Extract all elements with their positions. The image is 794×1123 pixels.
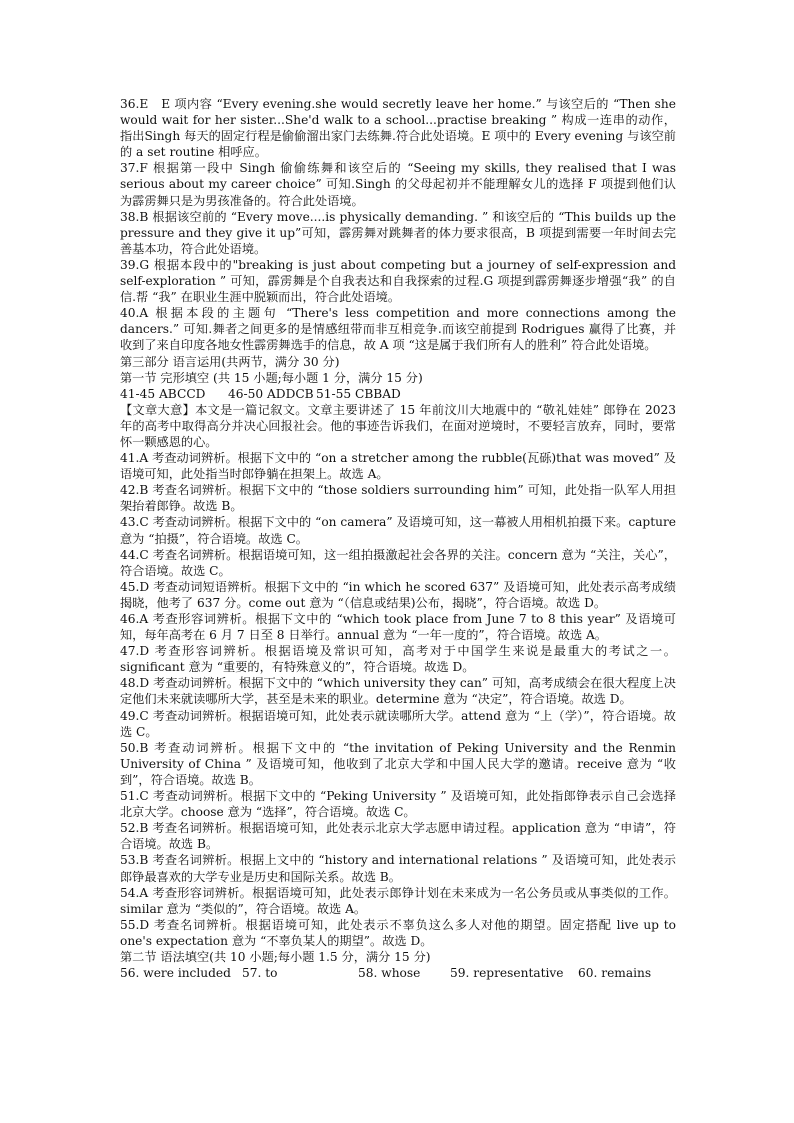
answer-40: 40.A 根据本段的主题句 “There's less competition and more connections among the dancers.” 可知.舞者之间更多的是情感纽带而非互相竞争.而该空前提到 Rodrigues 赢得了比赛，并收到了来自印度各地女性霹雳舞选手的信息，故 A 项 “这是属于我们所有人的胜利” 符合此处语境。 — [120, 306, 676, 353]
article-summary: 【文章大意】本文是一篇记叙文。文章主要讲述了 15 年前汶川大地震中的 “敬礼娃娃” 郎铮在 2023 年的高考中取得高分并决心回报社会。他的事迹告诉我们，在面对逆境时，不要轻言放弃，同时，要常怀一颗感恩的心。 — [120, 402, 676, 449]
grammar-answer-58: 58. whose — [358, 966, 421, 981]
explanation-55: 55.D 考查名词辨析。根据语境可知，此处表示不辜负这么多人对他的期望。固定搭配 live up to one's expectation 意为 “不辜负某人的期望”。故选 D。 — [120, 917, 676, 948]
explanation-47: 47.D 考查形容词辨析。根据语境及常识可知，高考对于中国学生来说是最重大的考试之一。significant 意为 “重要的，有特殊意义的”，符合语境。故选 D。 — [120, 644, 676, 675]
explanation-41: 41.A 考查动词辨析。根据下文中的 “on a stretcher among the rubble(瓦砾)that was moved” 及语境可知，此处指当时郎铮躺在担架上。故选 A。 — [120, 451, 676, 482]
explanation-43: 43.C 考查动词辨析。根据下文中的 “on camera” 及语境可知，这一幕被人用相机拍摄下来。capture 意为 “拍摄”，符合语境。故选 C。 — [120, 515, 676, 546]
answer-36: 36.E E 项内容 “Every evening.she would secretly leave her home.” 与该空后的 “Then she would wait for her sister...She'd walk to a school...practise breaking ” 构成一连串的动作，指出Singh 每天的固定行程是偷偷溜出家门去练舞.符合此处语境。E 项中的 Every evening 与该空前的 a set routine 相呼应。 — [120, 97, 676, 160]
cloze-answers-46-50: 46-50 ADDCB — [228, 386, 314, 401]
answer-39: 39.G 根据本段中的"breaking is just about competing but a journey of self-expression and self-exploration ” 可知，霹雳舞是个自我表达和自我探索的过程.G 项提到霹雳舞逐步增强“我” 的自信.帮 “我” 在职业生涯中脱颖而出，符合此处语境。 — [120, 257, 676, 305]
explanation-42: 42.B 考查名词辨析。根据下文中的 “those soldiers surrounding him” 可知，此处指一队军人用担架抬着郎铮。故选 B。 — [120, 483, 676, 514]
explanation-45: 45.D 考查动词短语辨析。根据下文中的 “in which he scored 637” 及语境可知，此处表示高考成绩揭晓，他考了 637 分。come out 意为 “（信息或结果)公布，揭晓”，符合语境。故选 D。 — [120, 579, 676, 610]
explanation-52: 52.B 考查名词辨析。根据语境可知，此处表示北京大学志愿申请过程。application 意为 “申请”，符合语境。故选 B。 — [120, 821, 676, 852]
grammar-answer-60: 60. remains — [578, 966, 652, 981]
answer-37: 37.F 根据第一段中 Singh 偷偷练舞和该空后的 “Seeing my skills, they realised that I was serious about my career choice” 可知.Singh 的父母起初并不能理解女儿的选择 F 项提到他们认为霹雳舞只是为男孩准备的。符合此处语境。 — [120, 161, 676, 208]
explanation-49: 49.C 考查动词辨析。根据语境可知，此处表示就读哪所大学。attend 意为 “上（学）”，符合语境。故选 C。 — [120, 708, 676, 739]
cloze-answers-row — [120, 386, 676, 402]
grammar-answer-57: 57. to — [242, 966, 278, 981]
grammar-answer-56: 56. were included — [120, 966, 231, 981]
cloze-answers-41-45: 41-45 ABCCD — [120, 386, 206, 401]
grammar-answer-59: 59. representative — [450, 966, 564, 981]
explanation-48: 48.D 考查动词辨析。根据下文中的 “which university they can” 可知，高考成绩会在很大程度上决定他们未来就读哪所大学，甚至是未来的职业。determine 意为 “决定”，符合语境。故选 D。 — [120, 676, 676, 707]
explanation-44: 44.C 考查名词辨析。根据语境可知，这一组拍摄激起社会各界的关注。concern 意为 “关注，关心”，符合语境。故选 C。 — [120, 547, 676, 578]
grammar-answers-row — [120, 965, 676, 981]
answer-key-page — [120, 96, 676, 981]
explanation-50: 50.B 考查动词辨析。根据下文中的 “the invitation of Peking University and the Renmin University of China ” 及语境可知，他收到了北京大学和中国人民大学的邀请。receive 意为 “收到”，符合语境。故选 B。 — [120, 740, 676, 787]
cloze-answers-51-55: 51-55 CBBAD — [316, 386, 401, 401]
section-one-heading: 第一节 完形填空 (共 15 小题;每小题 1 分，满分 15 分) — [120, 370, 423, 385]
explanation-54: 54.A 考查形容词辨析。根据语境可知，此处表示郎铮计划在未来成为一名公务员或从事类似的工作。similar 意为 “类似的”，符合语境。故选 A。 — [120, 885, 676, 916]
explanation-51: 51.C 考查动词辨析。根据下文中的 “Peking University ” 及语境可知，此处指郎铮表示自己会选择北京大学。choose 意为 “选择”，符合语境。故选 C。 — [120, 789, 676, 820]
answer-38: 38.B 根据该空前的 “Every move....is physically demanding. ” 和该空后的 “This builds up the pressure and they give it up”可知，霹雳舞对跳舞者的体力要求很高，B 项提到需要一年时间去完善基本功，符合此处语境。 — [120, 209, 676, 256]
part-three-heading: 第三部分 语言运用(共两节，满分 30 分) — [120, 354, 340, 369]
explanation-53: 53.B 考查名词辨析。根据上文中的 “history and international relations ” 及语境可知，此处表示郎铮最喜欢的大学专业是历史和国际关系。故选 B。 — [120, 853, 676, 884]
explanation-46: 46.A 考查形容词辨析。根据下文中的 “which took place from June 7 to 8 this year” 及语境可知，每年高考在 6 月 7 日至 8 日举行。annual 意为 “一年一度的”，符合语境。故选 A。 — [120, 612, 676, 643]
section-two-heading: 第二节 语法填空(共 10 小题;每小题 1.5 分，满分 15 分) — [120, 949, 431, 964]
